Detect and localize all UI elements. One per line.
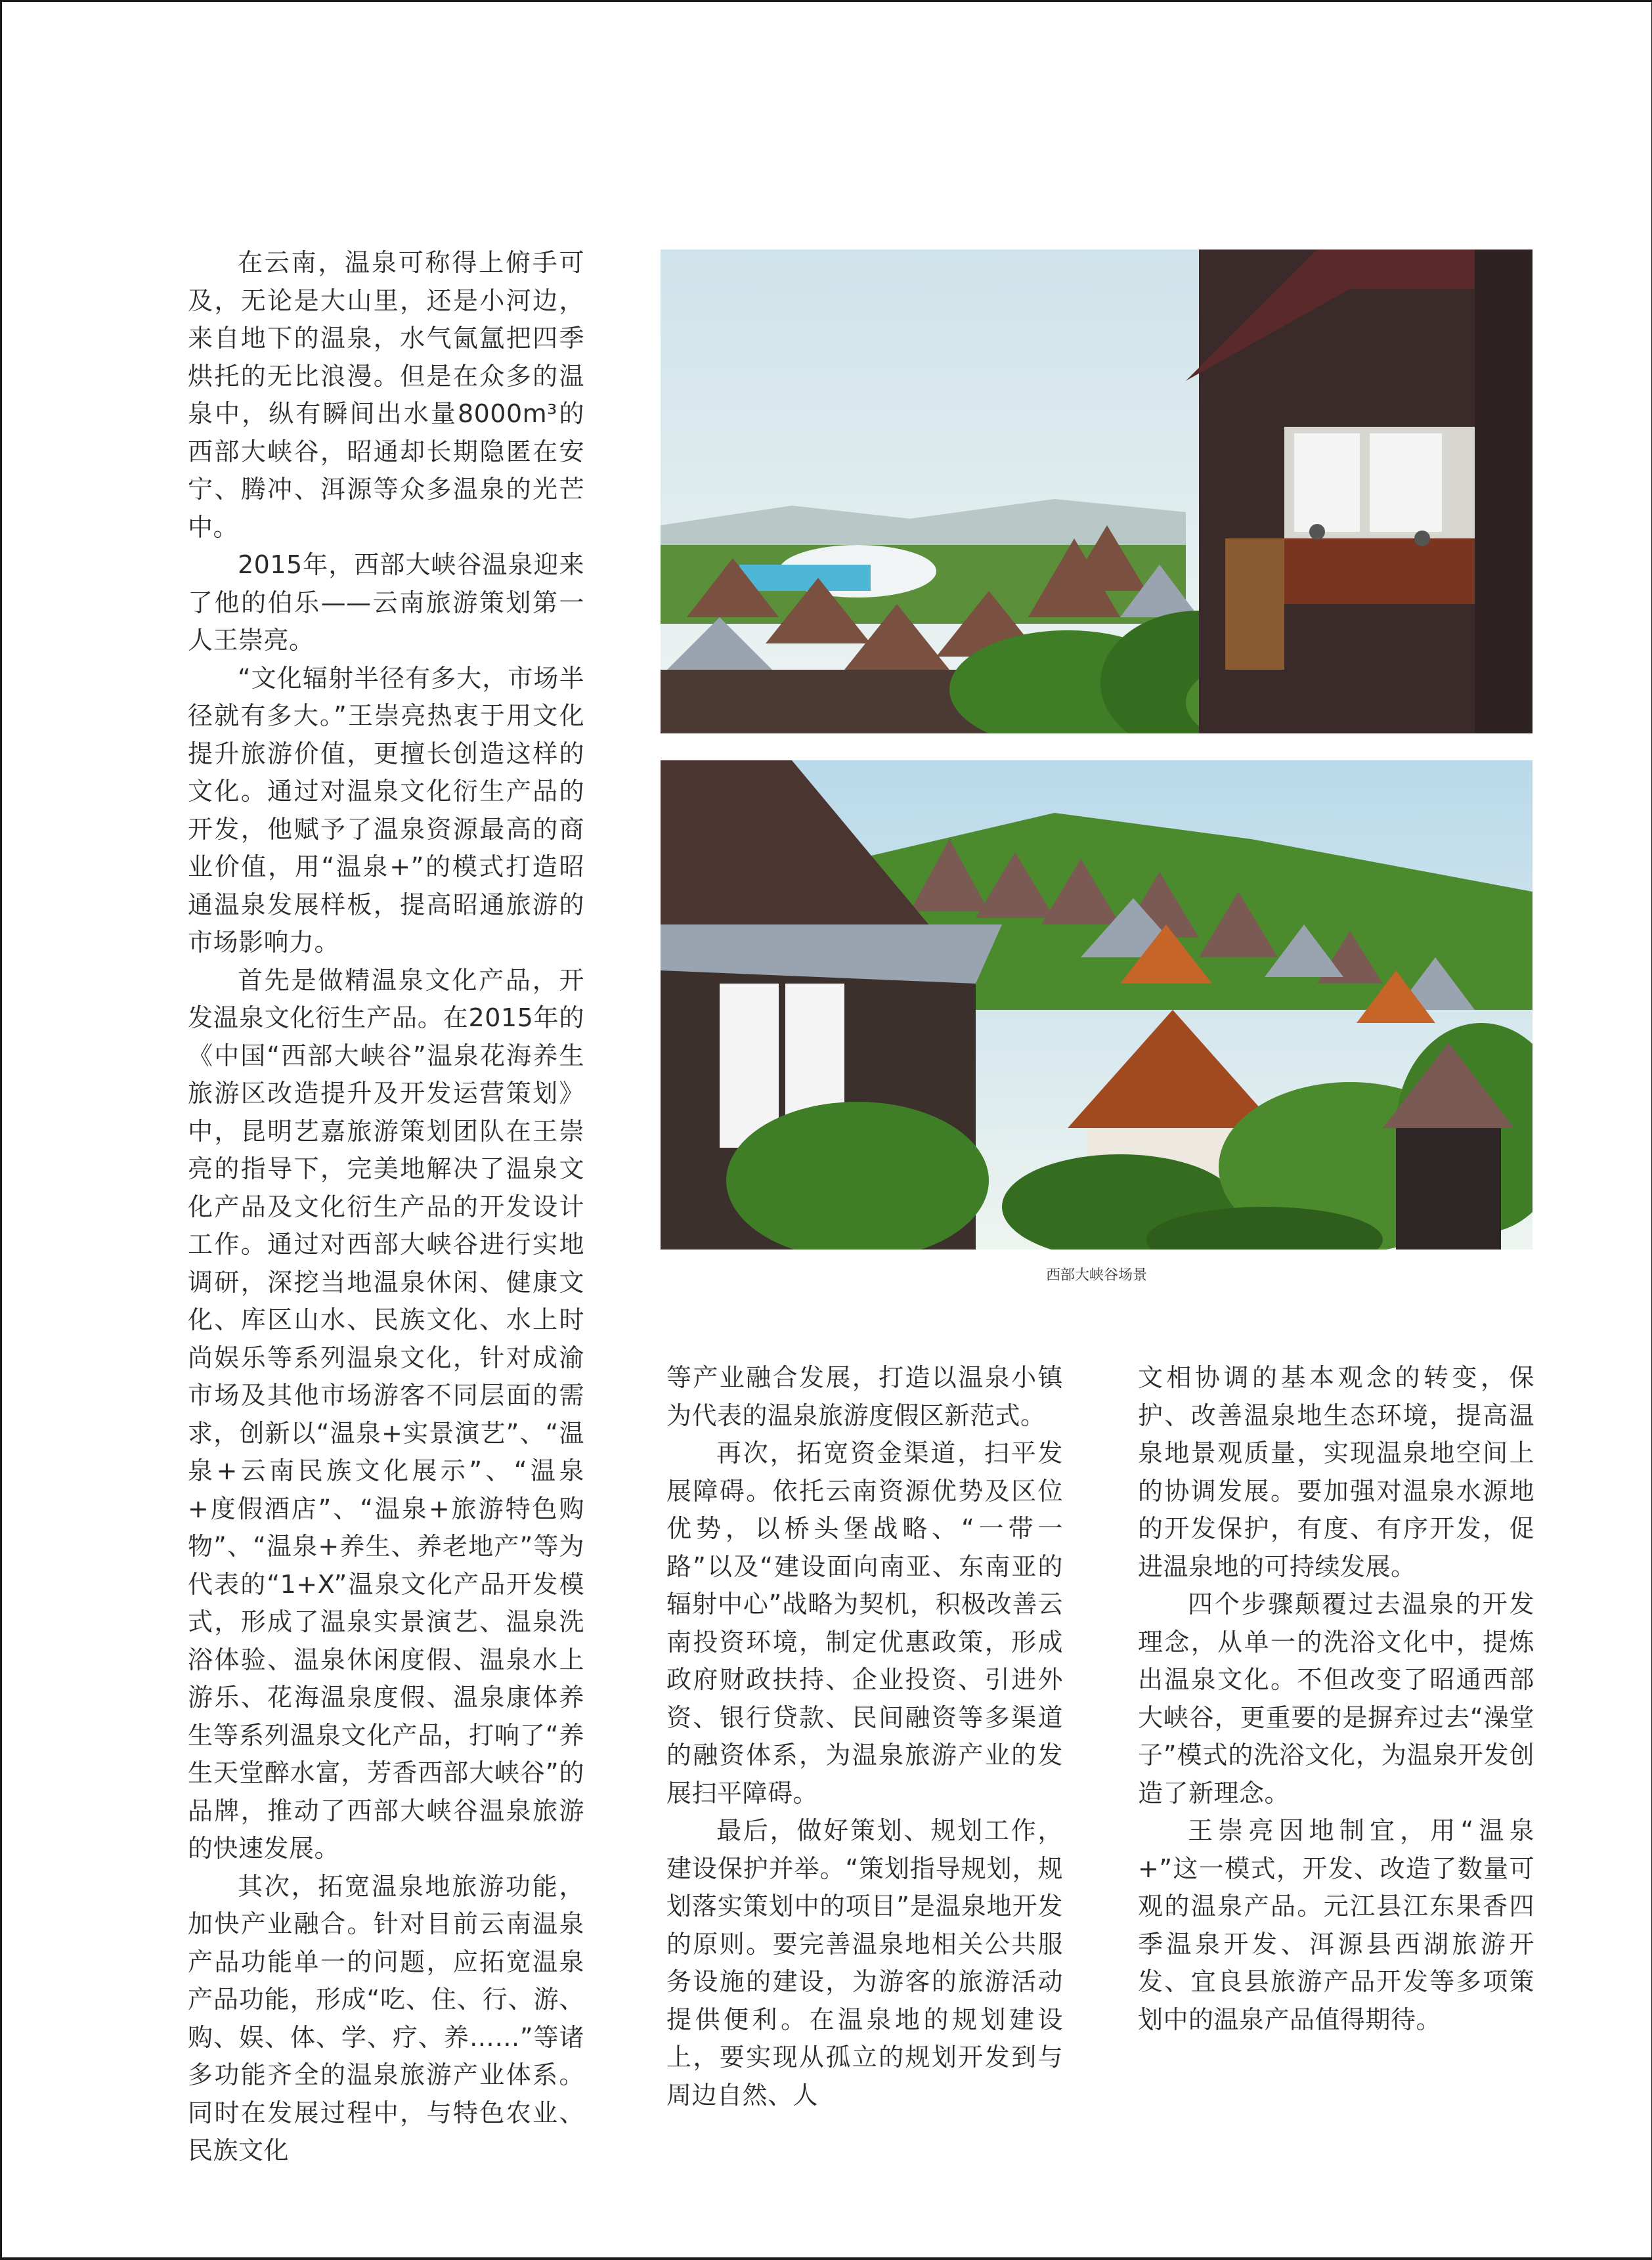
paragraph: 再次，拓宽资金渠道，扫平发展障碍。依托云南资源优势及区位优势，以桥头堡战略、“一带一路”以及“建设面向南亚、东南亚的辐射中心”战略为契机，积极改善云南投资环境，制定优惠政策，形成政府财政扶持、企业投资、引进外资、银行贷款、民间融资等多渠道的融资体系，为温泉旅游产业的发展扫平障碍。 bbox=[666, 1439, 1063, 1808]
paragraph: 文相协调的基本观念的转变，保护、改善温泉地生态环境，提高温泉地景观质量，实现温泉地空间上的协调发展。要加强对温泉水源地的开发保护，有度、有序开发，促进温泉地的可持续发展。 bbox=[1138, 1363, 1534, 1581]
paragraph: “文化辐射半径有多大，市场半径就有多大。”王崇亮热衷于用文化提升旅游价值，更擅长创造这样的文化。通过对温泉文化衍生产品的开发，他赋予了温泉资源最高的商业价值，用“温泉+”的模式打造昭通温泉发展样板，提高昭通旅游的市场影响力。 bbox=[188, 663, 584, 957]
article-column-1 bbox=[188, 244, 584, 2170]
resort-photo-bottom bbox=[661, 760, 1532, 1250]
paragraph: 等产业融合发展，打造以温泉小镇为代表的温泉旅游度假区新范式。 bbox=[666, 1363, 1063, 1430]
paragraph: 王崇亮因地制宜，用“温泉+”这一模式，开发、改造了数量可观的温泉产品。元江县江东果香四季温泉开发、洱源县西湖旅游开发、宜良县旅游产品开发等多项策划中的温泉产品值得期待。 bbox=[1138, 1816, 1534, 2034]
article-column-2 bbox=[666, 1359, 1063, 2114]
paragraph: 其次，拓宽温泉地旅游功能，加快产业融合。针对目前云南温泉产品功能单一的问题，应拓宽温泉产品功能，形成“吃、住、行、游、购、娱、体、学、疗、养……”等诸多功能齐全的温泉旅游产业体系。同时在发展过程中，与特色农业、民族文化 bbox=[188, 1871, 584, 2165]
paragraph: 最后，做好策划、规划工作，建设保护并举。“策划指导规划，规划落实策划中的项目”是温泉地开发的原则。要完善温泉地相关公共服务设施的建设，为游客的旅游活动提供便利。在温泉地的规划建设上，要实现从孤立的规划开发到与周边自然、人 bbox=[666, 1816, 1063, 2110]
paragraph: 在云南，温泉可称得上俯手可及，无论是大山里，还是小河边，来自地下的温泉，水气氤氲把四季烘托的无比浪漫。但是在众多的温泉中，纵有瞬间出水量8000m³的西部大峡谷，昭通却长期隐匿在安宁、腾冲、洱源等众多温泉的光芒中。 bbox=[188, 248, 584, 542]
paragraph: 2015年，西部大峡谷温泉迎来了他的伯乐——云南旅游策划第一人王崇亮。 bbox=[188, 550, 584, 655]
photo-caption: 西部大峡谷场景 bbox=[1045, 1267, 1147, 1284]
paragraph: 四个步骤颠覆过去温泉的开发理念，从单一的洗浴文化中，提炼出温泉文化。不但改变了昭通西部大峡谷，更重要的是摒弃过去“澡堂子”模式的洗浴文化，为温泉开发创造了新理念。 bbox=[1138, 1590, 1534, 1808]
resort-photo-top bbox=[661, 250, 1532, 733]
article-column-3 bbox=[1138, 1359, 1534, 2039]
paragraph: 首先是做精温泉文化产品，开发温泉文化衍生产品。在2015年的《中国“西部大峡谷”温泉花海养生旅游区改造提升及开发运营策划》中，昆明艺嘉旅游策划团队在王崇亮的指导下，完美地解决了温泉文化产品及文化衍生产品的开发设计工作。通过对西部大峡谷进行实地调研，深挖当地温泉休闲、健康文化、库区山水、民族文化、水上时尚娱乐等系列温泉文化，针对成渝市场及其他市场游客不同层面的需求，创新以“温泉+实景演艺”、“温泉+云南民族文化展示”、“温泉+度假酒店”、“温泉+旅游特色购物”、“温泉+养生、养老地产”等为代表的“1+X”温泉文化产品开发模式，形成了温泉实景演艺、温泉洗浴体验、温泉休闲度假、温泉水上游乐、花海温泉度假、温泉康体养生等系列温泉文化产品，打响了“养生天堂醉水富，芳香西部大峡谷”的品牌，推动了西部大峡谷温泉旅游的快速发展。 bbox=[188, 965, 584, 1863]
